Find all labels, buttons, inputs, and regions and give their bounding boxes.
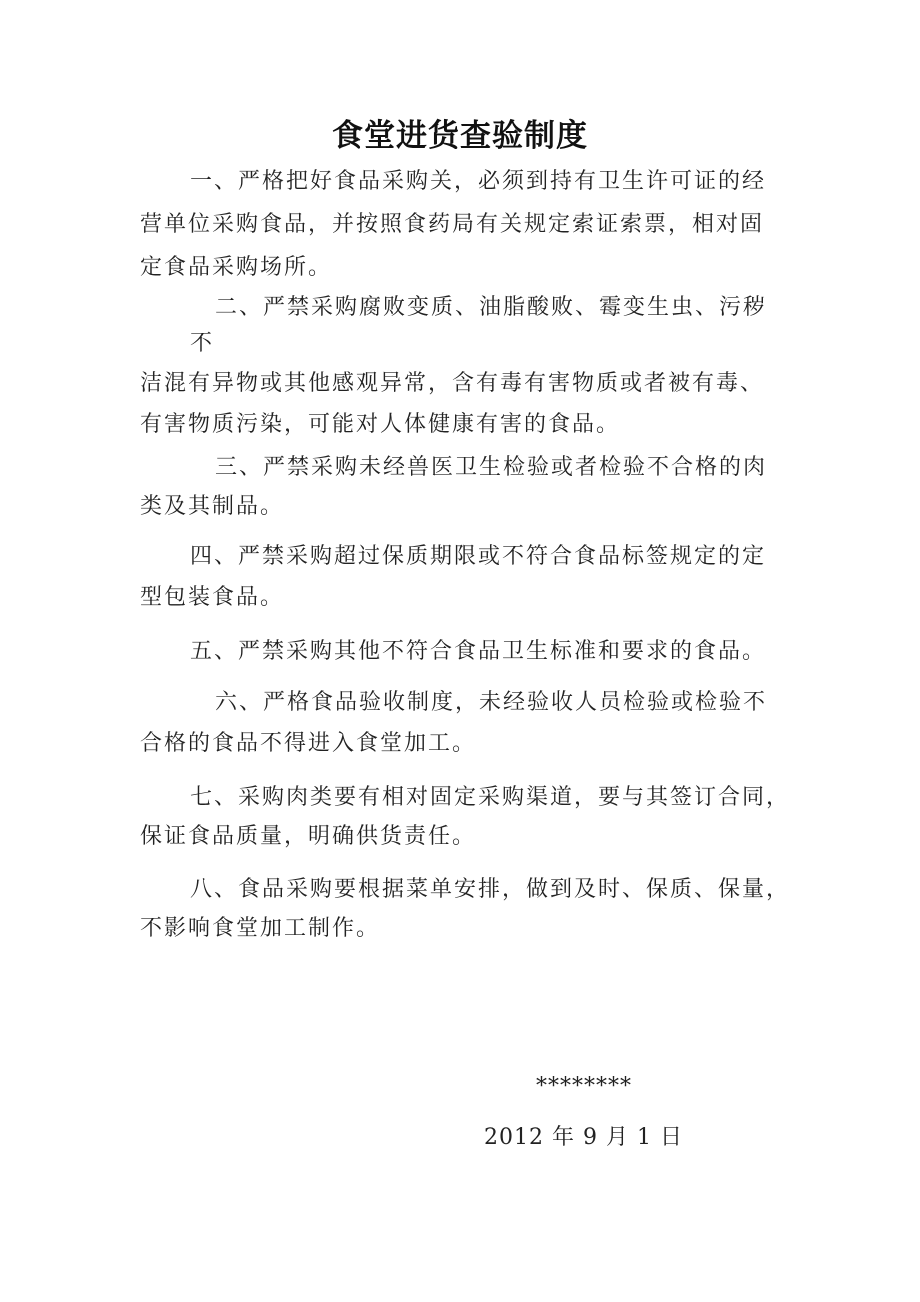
- paragraph-1-line-1: 一、严格把好食品采购关，必须到持有卫生许可证的经: [190, 169, 767, 194]
- paragraph-3-line-2: 类及其制品。: [140, 494, 285, 519]
- paragraph-2-line-1: 二、严禁采购腐败变质、油脂酸败、霉变生虫、污秽: [215, 295, 768, 320]
- paragraph-2-line-3: 洁混有异物或其他感观异常，含有毒有害物质或者被有毒、: [140, 371, 765, 396]
- document-title: 食堂进货查验制度: [332, 118, 588, 154]
- paragraph-4-line-2: 型包装食品。: [140, 585, 285, 610]
- paragraph-3-line-1: 三、严禁采购未经兽医卫生检验或者检验不合格的肉: [215, 455, 768, 480]
- paragraph-6-line-1: 六、严格食品验收制度，未经验收人员检验或检验不: [215, 690, 768, 715]
- paragraph-8-line-1: 八、食品采购要根据菜单安排，做到及时、保质、保量，: [190, 877, 791, 902]
- paragraph-7-line-2: 保证食品质量，明确供货责任。: [140, 824, 477, 849]
- document-date: 2012 年 9 月 1 日: [484, 1125, 683, 1150]
- paragraph-5-line-1: 五、严禁采购其他不符合食品卫生标准和要求的食品。: [190, 639, 767, 664]
- paragraph-1-line-2: 营单位采购食品，并按照食药局有关规定索证索票，相对固: [140, 212, 765, 237]
- paragraph-8-line-2: 不影响食堂加工制作。: [140, 916, 381, 941]
- paragraph-2-line-2: 不: [190, 331, 215, 356]
- paragraph-6-line-2: 合格的食品不得进入食堂加工。: [140, 731, 477, 756]
- signature-placeholder: ********: [536, 1074, 632, 1099]
- paragraph-4-line-1: 四、严禁采购超过保质期限或不符合食品标签规定的定: [190, 544, 767, 569]
- paragraph-7-line-1: 七、采购肉类要有相对固定采购渠道，要与其签订合同，: [190, 785, 791, 810]
- paragraph-2-line-4: 有害物质污染，可能对人体健康有害的食品。: [140, 412, 621, 437]
- paragraph-1-line-3: 定食品采购场所。: [140, 255, 333, 280]
